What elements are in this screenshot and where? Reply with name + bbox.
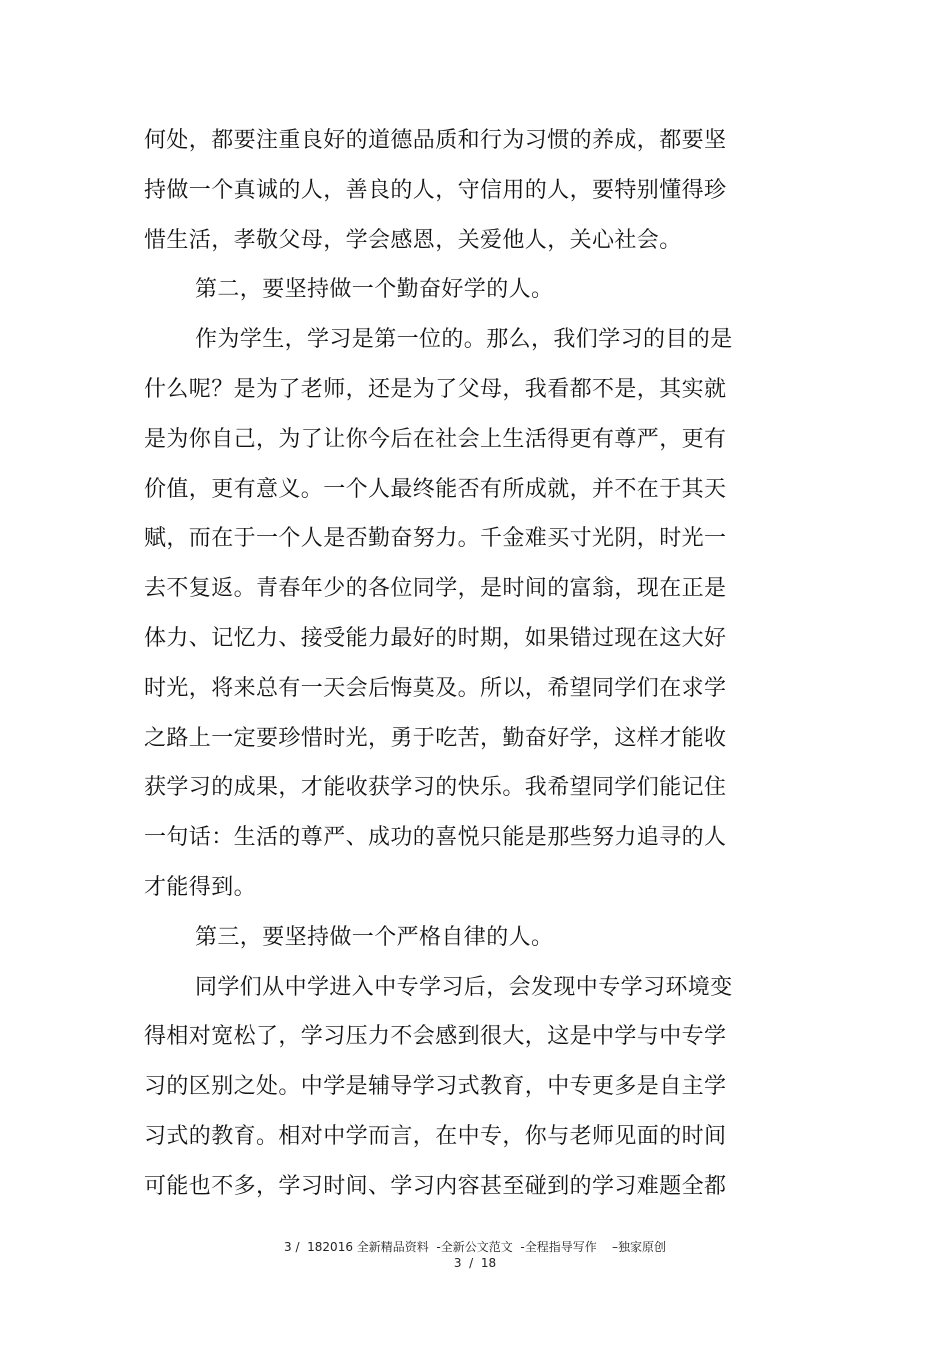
page-number: 3 / 18	[453, 1256, 497, 1270]
text-line-15: 一句话：生活的尊严、成功的喜悦只能是那些努力追寻的人	[144, 825, 727, 851]
text-line-21: 习式的教育。相对中学而言，在中专，你与老师见面的时间	[144, 1123, 727, 1149]
text-line-16: 才能得到。	[144, 874, 257, 900]
body-text	[144, 116, 744, 1212]
text-line-14: 获学习的成果，才能收获学习的快乐。我希望同学们能记住	[144, 775, 727, 801]
text-line-3: 惜生活，孝敬父母，学会感恩，关爱他人，关心社会。	[144, 227, 682, 253]
text-line-12: 时光，将来总有一天会后悔莫及。所以，希望同学们在求学	[144, 675, 727, 701]
text-line-19: 得相对宽松了，学习压力不会感到很大，这是中学与中专学	[144, 1024, 727, 1050]
text-line-6: 什么呢？是为了老师，还是为了父母，我看都不是，其实就	[144, 376, 727, 402]
text-line-8: 价值，更有意义。一个人最终能否有所成就，并不在于其天	[144, 476, 727, 502]
text-line-20: 习的区别之处。中学是辅导学习式教育，中专更多是自主学	[144, 1074, 727, 1100]
text-line-11: 体力、记忆力、接受能力最好的时期，如果错过现在这大好	[144, 625, 727, 651]
section-heading-2: 第二，要坚持做一个勤奋好学的人。	[195, 277, 554, 303]
text-line-13: 之路上一定要珍惜时光，勇于吃苦，勤奋好学，这样才能收	[144, 725, 727, 751]
text-line-7: 是为你自己，为了让你今后在社会上生活得更有尊严，更有	[144, 426, 727, 452]
text-line-9: 赋，而在于一个人是否勤奋努力。千金难买寸光阴，时光一	[144, 526, 727, 552]
text-line-2: 持做一个真诚的人，善良的人，守信用的人，要特别懂得珍	[144, 177, 727, 203]
text-line-1: 何处，都要注重良好的道德品质和行为习惯的养成，都要坚	[144, 128, 727, 153]
text-line-10: 去不复返。青春年少的各位同学，是时间的富翁，现在正是	[144, 576, 727, 602]
footer-note: 3 / 182016 全新精品资料 -全新公文范文 -全程指导写作 –独家原创	[284, 1240, 666, 1254]
text-line-5: 作为学生，学习是第一位的。那么，我们学习的目的是	[195, 327, 733, 353]
section-heading-3: 第三，要坚持做一个严格自律的人。	[195, 924, 554, 950]
text-line-18: 同学们从中学进入中专学习后，会发现中专学习环境变	[195, 974, 733, 1000]
text-line-22: 可能也不多，学习时间、学习内容甚至碰到的学习难题全都	[144, 1173, 727, 1199]
